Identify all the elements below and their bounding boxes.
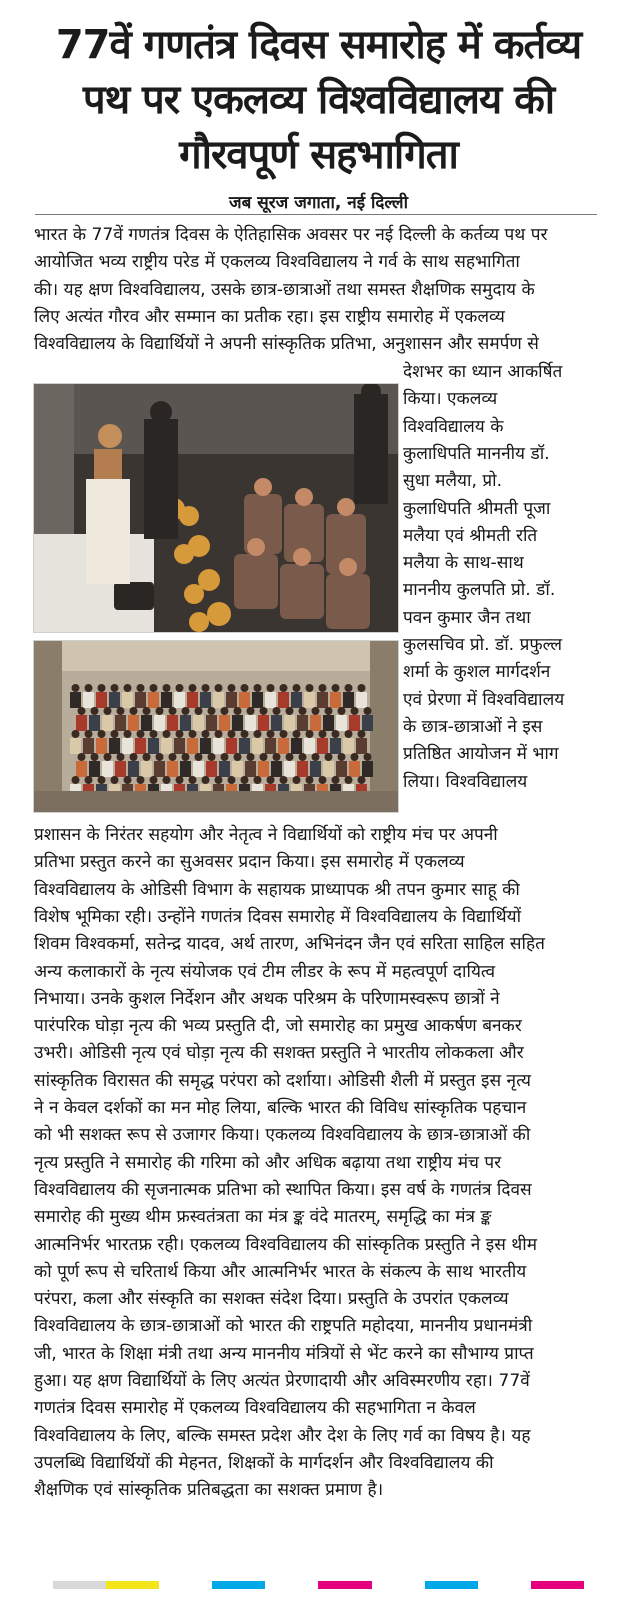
body-line: देशभर का ध्यान आकर्षित bbox=[403, 362, 563, 382]
body-line: गणतंत्र दिवस समारोह में एकलव्य विश्वविद्यालय की सहभागिता न केवल bbox=[34, 1398, 476, 1419]
body-line: लिए अत्यंत गौरव और सम्मान का प्रतीक रहा। इस राष्ट्रीय समारोह में एकलव्य bbox=[34, 306, 505, 327]
body-line: निभाया। उनके कुशल निर्देशन और अथक परिश्रम के परिणामस्वरूप छात्रों ने bbox=[34, 988, 500, 1009]
body-line: कुलाधिपति श्रीमती पूजा bbox=[403, 498, 551, 519]
body-line: शर्मा के कुशल मार्गदर्शन bbox=[403, 662, 551, 683]
byline-divider bbox=[35, 214, 597, 215]
byline: जब सूरज जगाता, नई दिल्ली bbox=[228, 193, 408, 213]
body-line: आयोजित भव्य राष्ट्रीय परेड में एकलव्य विश्वविद्यालय ने गर्व के साथ सहभागिता bbox=[34, 252, 520, 273]
body-line: मलैया एवं श्रीमती रति bbox=[403, 525, 538, 546]
body-line: उभरी। ओडिसी नृत्य एवं घोड़ा नृत्य की सशक्त प्रस्तुति ने भारतीय लोककला और bbox=[34, 1043, 524, 1064]
color-swatch bbox=[425, 1581, 478, 1589]
color-swatch bbox=[0, 1581, 53, 1589]
body-line: अन्य कलाकारों के नृत्य संयोजक एवं टीम लीडर के रूप में महत्वपूर्ण दायित्व bbox=[34, 961, 496, 982]
body-line: शिवम विश्वकर्मा, सतेन्द्र यादव, अर्थ तारण, अभिनंदन जैन एवं सरिता साहिल सहित bbox=[34, 934, 545, 955]
body-line: एवं प्रेरणा में विश्वविद्यालय bbox=[403, 689, 565, 710]
body-line: ने न केवल दर्शकों का मन मोह लिया, बल्कि भारत की विविध सांस्कृतिक पहचान bbox=[34, 1098, 527, 1118]
body-line: विश्वविद्यालय की सृजनात्मक प्रतिभा को स्थापित किया। इस वर्ष के गणतंत्र दिवस bbox=[34, 1179, 532, 1200]
photo-dance-performance bbox=[33, 383, 399, 633]
headline-line-2: पथ पर एकलव्य विश्वविद्यालय की bbox=[82, 77, 555, 123]
body-line: विश्वविद्यालय के लिए, बल्कि समस्त प्रदेश और देश के लिए गर्व का विषय है। यह bbox=[34, 1425, 531, 1446]
body-line: विश्वविद्यालय के विद्यार्थियों ने अपनी सांस्कृतिक प्रतिभा, अनुशासन और समर्पण से bbox=[34, 334, 539, 355]
body-line: कुलसचिव प्रो. डॉ. प्रफुल्ल bbox=[403, 635, 563, 655]
body-line: विश्वविद्यालय के ओडिसी विभाग के सहायक प्राध्यापक श्री तपन कुमार साहू की bbox=[34, 879, 520, 900]
body-line: विशेष भूमिका रही। उन्होंने गणतंत्र दिवस समारोह में विश्वविद्यालय के विद्यार्थियों bbox=[34, 906, 522, 927]
body-line: को भी सशक्त रूप से उजागर किया। एकलव्य विश्वविद्यालय के छात्र-छात्राओं की bbox=[34, 1125, 531, 1146]
body-line: प्रशासन के निरंतर सहयोग और नेतृत्व ने विद्यार्थियों को राष्ट्रीय मंच पर अपनी bbox=[34, 825, 498, 845]
body-line: लिया। विश्वविद्यालय bbox=[403, 771, 528, 792]
body-line: भारत के 77वें गणतंत्र दिवस के ऐतिहासिक अवसर पर नई दिल्ली के कर्तव्य पथ पर bbox=[34, 225, 548, 245]
body-line: पवन कुमार जैन तथा bbox=[403, 607, 531, 628]
body-line: शैक्षणिक एवं सांस्कृतिक प्रतिबद्धता का सशक्त प्रमाण है। bbox=[34, 1480, 384, 1501]
body-line: समारोह की मुख्य थीम फ्रस्वतंत्रता का मंत्र ङ्क वंदे मातरम्, समृद्धि का मंत्र ङ्क bbox=[34, 1207, 492, 1228]
color-swatch bbox=[584, 1581, 637, 1589]
color-swatch bbox=[106, 1581, 159, 1589]
body-line: मलैया के साथ-साथ bbox=[403, 553, 524, 574]
body-line: नृत्य प्रस्तुति ने समारोह की गरिमा को और अधिक बढ़ाया तथा राष्ट्रीय मंच पर bbox=[34, 1152, 502, 1173]
body-line: जी, भारत के शिक्षा मंत्री तथा अन्य माननीय मंत्रियों से भेंट करने का सौभाग्य प्राप्त bbox=[34, 1343, 534, 1364]
body-line: माननीय कुलपति प्रो. डॉ. bbox=[403, 580, 556, 601]
color-swatch bbox=[159, 1581, 212, 1589]
print-color-bar bbox=[0, 1581, 637, 1589]
body-line: उपलब्धि विद्यार्थियों की मेहनत, शिक्षकों के मार्गदर्शन और विश्वविद्यालय की bbox=[34, 1452, 494, 1473]
body-line: विश्वविद्यालय के छात्र-छात्राओं को भारत की राष्ट्रपति महोदया, माननीय प्रधानमंत्री bbox=[34, 1316, 533, 1337]
body-line: के छात्र-छात्राओं ने इस bbox=[403, 716, 543, 737]
color-swatch bbox=[53, 1581, 106, 1589]
body-line: सुधा मलैया, प्रो. bbox=[403, 471, 503, 492]
color-swatch bbox=[265, 1581, 318, 1589]
body-line: की। यह क्षण विश्वविद्यालय, उसके छात्र-छात्राओं तथा समस्त शैक्षणिक समुदाय के bbox=[34, 279, 535, 300]
headline-line-1: 77वें गणतंत्र दिवस समारोह में कर्तव्य bbox=[55, 22, 582, 68]
body-line: पारंपरिक घोड़ा नृत्य की भव्य प्रस्तुति दी, जो समारोह का प्रमुख आकर्षण बनकर bbox=[34, 1016, 522, 1037]
body-line: कुलाधिपति माननीय डॉ. bbox=[403, 443, 550, 464]
color-swatch bbox=[372, 1581, 425, 1589]
color-swatch bbox=[212, 1581, 265, 1589]
body-line: को पूर्ण रूप से चरितार्थ किया और आत्मनिर्भर भारत के संकल्प के साथ भारतीय bbox=[34, 1261, 527, 1282]
body-line: सांस्कृतिक विरासत की समृद्ध परंपरा को दर्शाया। ओडिसी शैली में प्रस्तुत इस नृत्य bbox=[34, 1070, 532, 1091]
color-swatch bbox=[318, 1581, 371, 1589]
body-line: किया। एकलव्य bbox=[403, 389, 498, 410]
body-line: परंपरा, कला और संस्कृति का सशक्त संदेश दिया। प्रस्तुति के उपरांत एकलव्य bbox=[34, 1289, 509, 1310]
color-swatch bbox=[531, 1581, 584, 1589]
body-line: हुआ। यह क्षण विद्यार्थियों के लिए अत्यंत प्रेरणादायी और अविस्मरणीय रहा। 77वें bbox=[34, 1371, 530, 1391]
headline bbox=[10, 18, 627, 183]
body-line: विश्वविद्यालय के bbox=[403, 416, 504, 437]
headline-line-3: गौरवपूर्ण सहभागिता bbox=[179, 132, 458, 178]
body-line: प्रतिष्ठित आयोजन में भाग bbox=[403, 744, 559, 765]
body-line: प्रतिभा प्रस्तुत करने का सुअवसर प्रदान किया। इस समारोह में एकलव्य bbox=[34, 852, 465, 873]
body-line: आत्मनिर्भर भारतफ्र रही। एकलव्य विश्वविद्यालय की सांस्कृतिक प्रस्तुति ने इस थीम bbox=[34, 1234, 538, 1255]
color-swatch bbox=[478, 1581, 531, 1589]
photo-group-students bbox=[33, 640, 399, 813]
